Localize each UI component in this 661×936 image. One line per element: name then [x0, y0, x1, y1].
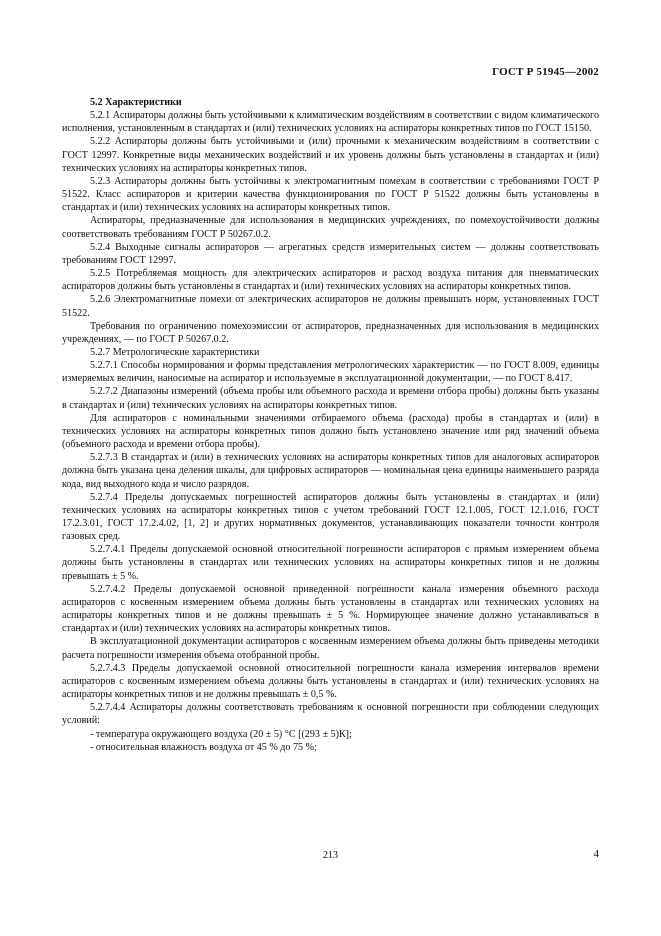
paragraph: 5.2.5 Потребляемая мощность для электрических аспираторов и расход воздуха питания для пневматических аспираторов должны быть установлены в стандартах и (или) технических условиях на аспираторы конкретных типов.	[62, 268, 599, 293]
paragraph: 5.2.7.4.1 Пределы допускаемой основной относительной погрешности аспираторов с прямым измерением объема должны быть установлены в стандартах или технических условиях на аспираторы конкретных типов и не должны превышать ± 5 %.	[62, 544, 599, 582]
paragraph: 5.2.6 Электромагнитные помехи от электрических аспираторов не должны превышать норм, установленных ГОСТ 51522.	[62, 294, 599, 319]
paragraph: 5.2.7.2 Диапазоны измерений (объема пробы или объемного расхода и времени отбора пробы) должны быть указаны в стандартах и (или) технических условиях на аспираторы конкретных типов.	[62, 386, 599, 411]
paragraph: Требования по ограничению помехоэмиссии от аспираторов, предназначенных для использования в медицинских учреждениях, — по ГОСТ Р 50267.0.2.	[62, 320, 599, 345]
list-item: - температура окружающего воздуха (20 ± 5) °С [(293 ± 5)К];	[90, 728, 352, 740]
document-body	[62, 96, 599, 754]
paragraph: 5.2.7.4.3 Пределы допускаемой основной относительной погрешности канала измерения интервалов времени аспираторов с косвенным измерением объема должны быть установлены в стандартах и (или) технических условиях на аспираторы конкретных типов и не должны превышать ± 0,5 %.	[62, 662, 599, 701]
list-item: - относительная влажность воздуха от 45 % до 75 %;	[90, 741, 317, 753]
paragraph: 5.2.7.4.4 Аспираторы должны соответствовать требованиям к основной погрешности при соблюдении следующих условий:	[62, 702, 599, 727]
paragraph: Для аспираторов с номинальными значениями отбираемого объема (расхода) пробы в стандартах и (или) в технических условиях на аспираторы конкретных типов должно быть установлено значение или ряд значений объема (объемного расхода и времени отбора пробы).	[62, 412, 599, 451]
paragraph: 5.2.7.4.2 Пределы допускаемой основной приведенной погрешности канала измерения объемного расхода аспираторов с косвенным измерением объема должны быть установлены в стандартах или технических условиях на аспираторы конкретных типов и не должны превышать ± 5 %. Нормирующее значение должно устанавливаться в стандартах и (или) технических условиях на аспираторы конкретных типов.	[62, 583, 599, 635]
section-title: 5.2 Характеристики	[90, 97, 182, 108]
sheet-number: 4	[593, 848, 599, 860]
paragraph: 5.2.3 Аспираторы должны быть устойчивы к электромагнитным помехам в соответствии с требованиями ГОСТ Р 51522. Класс аспираторов и критерии качества функционирования по ГОСТ Р 51522 должны быть установлены в стандартах и (или) технических условиях на аспираторы конкретных типов.	[62, 175, 599, 214]
paragraph: 5.2.7.3 В стандартах и (или) в технических условиях на аспираторы конкретных типов для аналоговых аспираторов должна быть указана цена деления шкалы, для цифровых аспираторов — номинальная цена единицы наименьшего разряда кода, вид выходного кода и число разрядов.	[62, 452, 599, 490]
paragraph: 5.2.2 Аспираторы должны быть устойчивыми и (или) прочными к механическим воздействиям в соответствии с ГОСТ 12997. Конкретные виды механических воздействий и их уровень должны быть установлены в стандартах и (или) технических условиях на аспираторы конкретных типов.	[62, 136, 599, 174]
paragraph: Аспираторы, предназначенные для использования в медицинских учреждениях, по помехоустойчивости должны соответствовать требованиям ГОСТ Р 50267.0.2.	[62, 215, 599, 240]
paragraph: В эксплуатационной документации аспираторов с косвенным измерением объема должны быть приведены методики расчета погрешности измерения объема отобранной пробы.	[62, 636, 599, 661]
document-number: ГОСТ Р 51945—2002	[492, 66, 599, 78]
paragraph: 5.2.1 Аспираторы должны быть устойчивыми к климатическим воздействиям в соответствии с видом климатического исполнения, установленным в стандартах и (или) технических условиях на аспираторы конкретных типов по ГОСТ 15150.	[62, 110, 599, 135]
paragraph: 5.2.4 Выходные сигналы аспираторов — агрегатных средств измерительных систем — должны соответствовать требованиям ГОСТ 12997.	[62, 241, 599, 266]
paragraph: 5.2.7.1 Способы нормирования и формы представления метрологических характеристик — по ГОСТ 8.009, единицы измеряемых величин, наносимые на аспиратор и используемые в эксплуатационной документации, — по ГОСТ 8.417.	[62, 360, 599, 385]
paragraph: 5.2.7.4 Пределы допускаемых погрешностей аспираторов должны быть установлены в стандартах и (или) технических условиях на аспираторы конкретных типов с учетом требований ГОСТ 12.1.005, ГОСТ 12.1.016, ГОСТ 17.2.3.01, ГОСТ 17.2.4.02, [1, 2] и других нормативных документов, устанавливающих показатели точности контроля газовых сред.	[62, 491, 599, 543]
paragraph: 5.2.7 Метрологические характеристики	[90, 346, 260, 358]
page-number: 213	[323, 850, 338, 861]
